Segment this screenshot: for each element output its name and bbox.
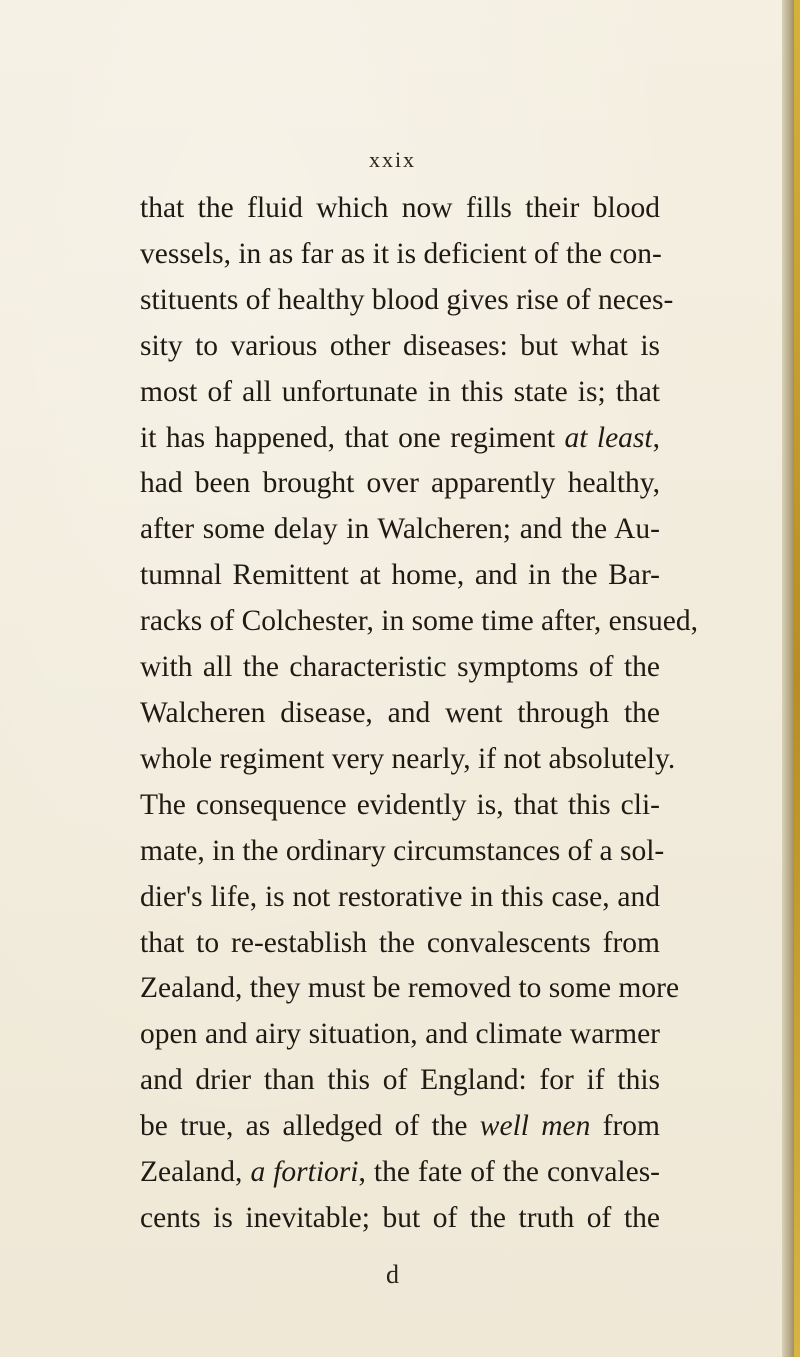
- text-line: that the fluid which now fills their blood: [140, 192, 660, 224]
- text-line: tumnal Remittent at home, and in the Bar-: [140, 559, 660, 592]
- text-line: whole regiment very nearly, if not absolutely.: [140, 742, 676, 775]
- text-line: after some delay in Walcheren; and the Au-: [140, 513, 660, 546]
- text-line: be true, as alledged of the well men from: [140, 1110, 660, 1143]
- text-line: Walcheren disease, and went through the: [140, 696, 660, 729]
- italic-phrase: well men: [479, 1110, 591, 1143]
- text-line: dier's life, is not restorative in this case, and: [140, 880, 660, 913]
- text-line: racks of Colchester, in some time after, ensued,: [140, 605, 698, 638]
- text-line: cents is inevitable; but of the truth of the: [140, 1201, 660, 1234]
- text-line: sity to various other diseases: but what is: [140, 329, 660, 362]
- text-line: with all the characteristic symptoms of the: [140, 651, 660, 684]
- text-line: vessels, in as far as it is deficient of the con-: [140, 237, 662, 270]
- text-line: Zealand, they must be removed to some more: [140, 972, 680, 1005]
- book-edge: [782, 0, 800, 1357]
- text-line: most of all unfortunate in this state is; that: [140, 375, 660, 408]
- text-line: had been brought over apparently healthy,: [140, 467, 660, 500]
- signature-mark: d: [386, 1260, 399, 1289]
- italic-phrase: a fortiori: [250, 1156, 359, 1189]
- text-line: it has happened, that one regiment at least,: [140, 421, 660, 454]
- text-line: stituents of healthy blood gives rise of neces-: [140, 283, 674, 316]
- italic-phrase: at least: [564, 421, 653, 454]
- text-line: and drier than this of England: for if this: [140, 1064, 660, 1097]
- text-line: mate, in the ordinary circumstances of a sol-: [140, 834, 665, 867]
- body-text: [140, 186, 698, 1242]
- text-line: that to re-establish the convalescents from: [140, 926, 660, 959]
- text-line: The consequence evidently is, that this cli-: [140, 788, 660, 821]
- text-line: open and airy situation, and climate warmer: [140, 1018, 660, 1051]
- text-line: Zealand, a fortiori, the fate of the convales-: [140, 1156, 661, 1189]
- page-number: xxix: [368, 147, 417, 172]
